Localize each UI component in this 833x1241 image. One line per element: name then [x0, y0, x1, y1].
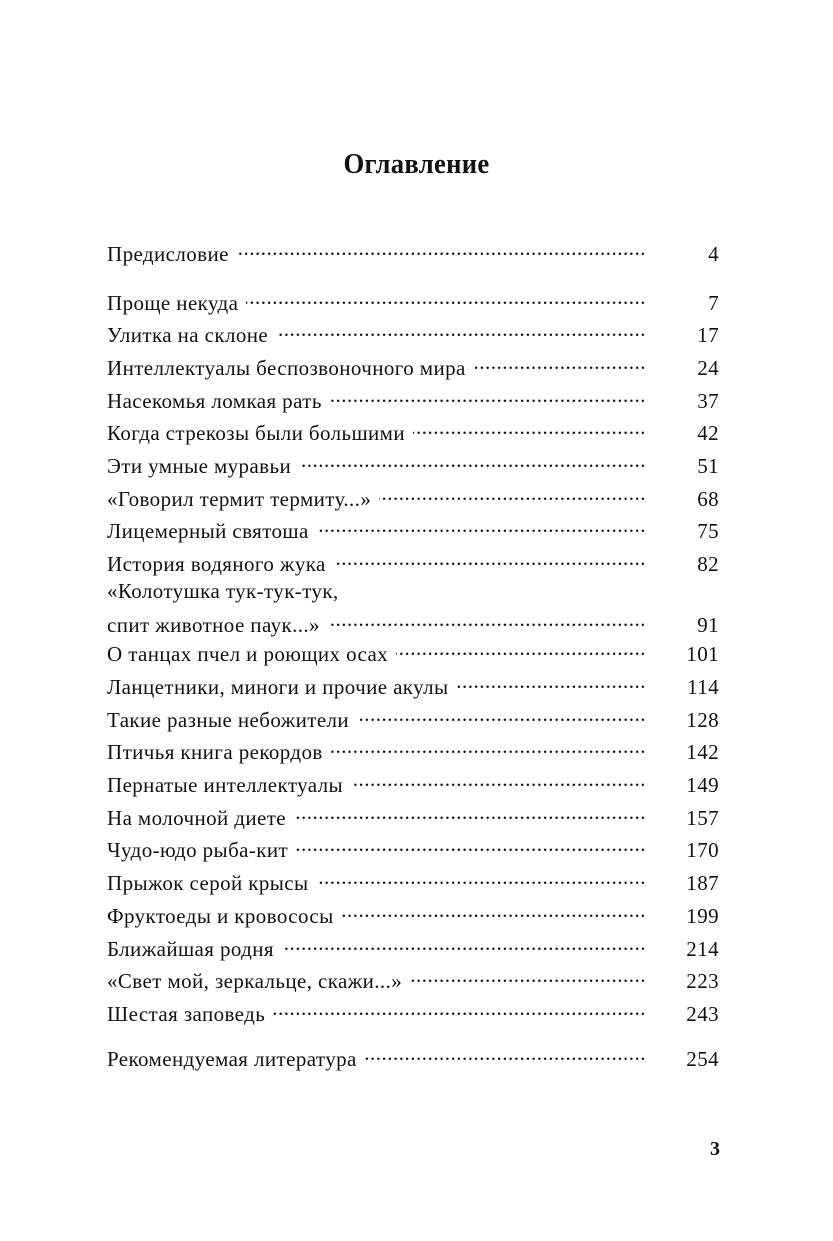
entry-title: История водяного жука: [107, 552, 326, 576]
dot-leader: [474, 349, 646, 375]
entry-title: Птичья книга рекордов: [107, 740, 323, 764]
toc-entry[interactable]: [107, 995, 719, 1027]
entry-page: 82: [697, 552, 719, 576]
dot-leader: [357, 701, 646, 727]
dot-leader: [413, 414, 646, 440]
entry-title: Прыжок серой крысы: [107, 871, 309, 895]
toc-entry[interactable]: [107, 897, 719, 929]
entry-page: 128: [686, 708, 719, 732]
dot-leader: [317, 864, 646, 890]
toc-entry[interactable]: [107, 316, 719, 348]
entry-page: 51: [697, 454, 719, 478]
toc-entry[interactable]: [107, 668, 719, 700]
entry-title: Ближайшая родня: [107, 937, 274, 961]
dot-leader: [246, 284, 646, 310]
toc-entry[interactable]: [107, 382, 719, 414]
dot-leader: [331, 733, 646, 759]
entry-title: Ланцетники, миноги и прочие акулы: [107, 675, 449, 699]
toc-entry[interactable]: [107, 701, 719, 733]
entry-page: 149: [686, 773, 719, 797]
entry-page: 254: [686, 1047, 719, 1071]
dot-leader: [299, 447, 646, 473]
entry-title: Предисловие: [107, 242, 229, 266]
entry-page: 68: [697, 487, 719, 511]
toc-entry[interactable]: [107, 578, 719, 638]
entry-title: Такие разные небожители: [107, 708, 350, 732]
toc-entry[interactable]: [107, 1040, 719, 1072]
toc-entry[interactable]: [107, 831, 719, 863]
entry-title: Фруктоеды и кровососы: [107, 904, 334, 928]
dot-leader: [317, 512, 646, 538]
toc-entry[interactable]: [107, 284, 719, 316]
entry-page: 101: [686, 642, 719, 666]
page-title: Оглавление: [343, 148, 490, 180]
entry-title: Рекомендуемая литература: [107, 1047, 357, 1071]
entry-title: «Говорил термит термиту...»: [107, 487, 372, 511]
dot-leader: [342, 897, 646, 923]
entry-title: О танцах пчел и роющих осах: [107, 642, 389, 666]
entry-page: 91: [697, 613, 719, 637]
dot-leader: [273, 995, 646, 1021]
dot-leader: [328, 606, 646, 632]
entry-title: Когда стрекозы были большими: [107, 421, 406, 445]
toc-entry[interactable]: [107, 512, 719, 544]
entry-title: «Свет мой, зеркальце, скажи...»: [107, 969, 403, 993]
toc-entry[interactable]: [107, 414, 719, 446]
entry-page: 114: [687, 675, 719, 699]
dot-leader: [334, 545, 646, 571]
dot-leader: [456, 668, 646, 694]
dot-leader: [351, 766, 646, 792]
entry-page: 37: [697, 389, 719, 413]
toc-entry[interactable]: [107, 766, 719, 798]
toc-entry[interactable]: [107, 635, 719, 667]
entry-title: Улитка на склоне: [107, 323, 269, 347]
toc-entry[interactable]: [107, 733, 719, 765]
dot-leader: [330, 382, 646, 408]
page-number: 3: [710, 1138, 720, 1160]
toc-entry[interactable]: [107, 480, 719, 512]
toc-entry[interactable]: [107, 930, 719, 962]
entry-page: 17: [697, 323, 719, 347]
entry-title-line: спит животное паук...»: [107, 613, 320, 637]
entry-title: На молочной диете: [107, 806, 287, 830]
entry-page: 187: [686, 871, 719, 895]
toc-entry[interactable]: [107, 447, 719, 479]
entry-page: 75: [697, 519, 719, 543]
toc-entry[interactable]: [107, 864, 719, 896]
dot-leader: [396, 635, 646, 661]
entry-page: 24: [697, 356, 719, 380]
entry-title: Шестая заповедь: [107, 1002, 266, 1026]
toc-entry[interactable]: [107, 962, 719, 994]
dot-leader: [282, 930, 646, 956]
toc-entry[interactable]: [107, 235, 719, 267]
entry-page: 4: [708, 242, 719, 266]
dot-leader: [365, 1040, 646, 1066]
entry-page: 243: [686, 1002, 719, 1026]
entry-title: Пернатые интеллектуалы: [107, 773, 344, 797]
entry-page: 170: [686, 838, 719, 862]
entry-title: Лицемерный святоша: [107, 519, 309, 543]
toc-entry[interactable]: [107, 545, 719, 577]
entry-title: Интеллектуалы беспозвоночного мира: [107, 356, 466, 380]
toc-entry[interactable]: [107, 799, 719, 831]
dot-leader: [276, 316, 646, 342]
entry-title: Проще некуда: [107, 291, 239, 315]
entry-title: Эти умные муравьи: [107, 454, 292, 478]
entry-page: 199: [686, 904, 719, 928]
toc-entry[interactable]: [107, 349, 719, 381]
entry-page: 7: [708, 291, 719, 315]
entry-page: 223: [686, 969, 719, 993]
entry-title-line: «Колотушка тук-тук-тук,: [107, 579, 339, 603]
dot-leader: [410, 962, 646, 988]
entry-page: 42: [697, 421, 719, 445]
dot-leader: [379, 480, 646, 506]
entry-page: 142: [686, 740, 719, 764]
entry-title: Чудо-юдо рыба-кит: [107, 838, 289, 862]
entry-page: 214: [686, 937, 719, 961]
entry-title: Насекомья ломкая рать: [107, 389, 322, 413]
entry-page: 157: [686, 806, 719, 830]
dot-leader: [294, 799, 646, 825]
dot-leader: [237, 235, 646, 261]
dot-leader: [296, 831, 646, 857]
